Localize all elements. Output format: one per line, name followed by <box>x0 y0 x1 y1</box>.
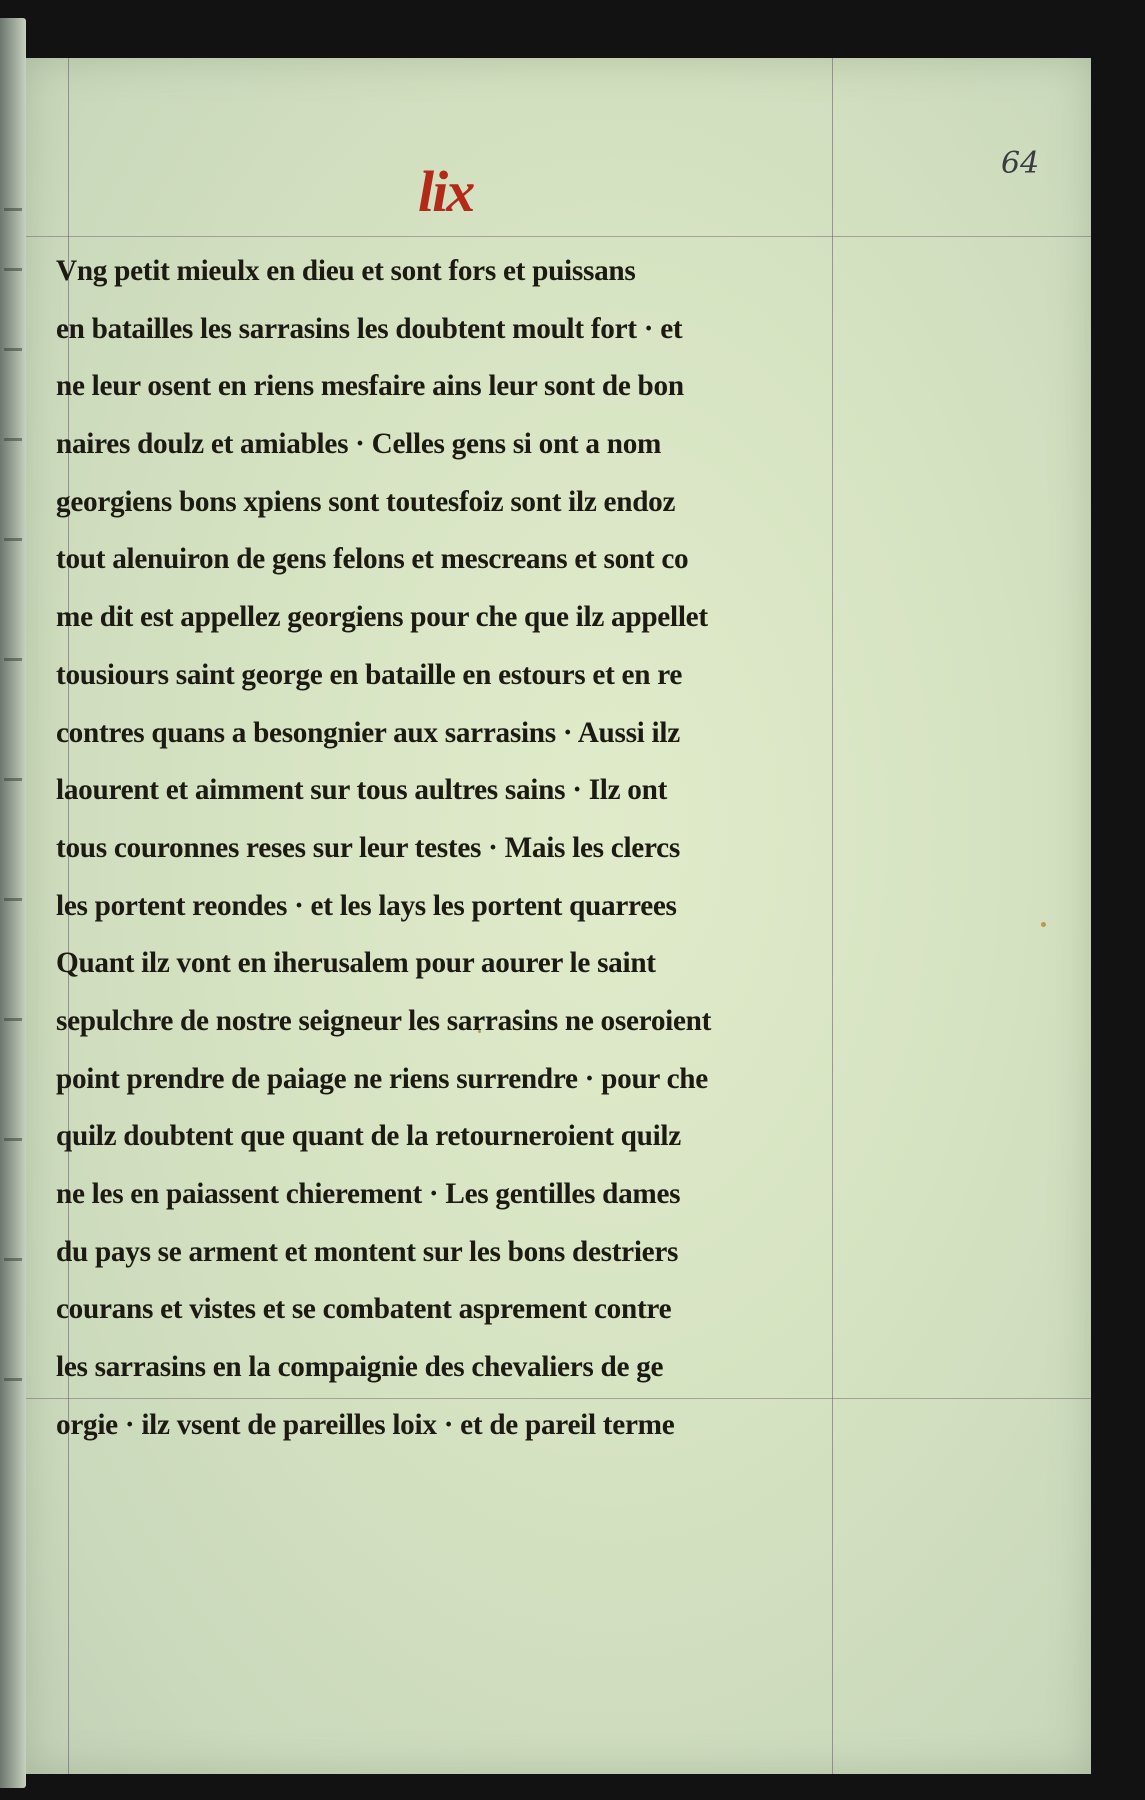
text-line: quilz doubtent que quant de la retourneroient quilz <box>56 1119 681 1153</box>
previous-page-edge <box>0 18 26 1788</box>
text-line: sepulchre de nostre seigneur les sarrasins ne oseroient <box>56 1003 712 1037</box>
text-line: laourent et aimment sur tous aultres sains · Ilz ont <box>56 773 668 807</box>
text-line: contres quans a besongnier aux sarrasins · Aussi ilz <box>56 715 680 749</box>
running-head: lix <box>418 159 474 224</box>
text-line: georgiens bons xpiens sont toutesfoiz sont ilz endoz <box>56 484 676 518</box>
top-text-rule <box>26 236 1091 237</box>
text-line: courans et vistes et se combatent asprement contre <box>56 1292 672 1326</box>
text-line: me dit est appellez georgiens pour che que ilz appellet <box>56 600 708 634</box>
text-line: en batailles les sarrasins les doubtent moult fort · et <box>56 311 683 345</box>
text-line: naires doulz et amiables · Celles gens si ont a nom <box>56 427 662 461</box>
manuscript-page <box>26 58 1091 1774</box>
text-line: tout alenuiron de gens felons et mescreans et sont co <box>56 542 689 576</box>
text-line: tous couronnes reses sur leur testes · Mais les clercs <box>56 830 680 864</box>
text-line: point prendre de paiage ne riens surrendre · pour che <box>56 1061 708 1095</box>
text-line: Vng petit mieulx en dieu et sont fors et puissans <box>56 254 636 287</box>
text-line: tousiours saint george en bataille en estours et en re <box>56 657 683 691</box>
text-line: les portent reondes · et les lays les portent quarrees <box>56 888 677 922</box>
folio-number: 64 <box>1001 146 1040 181</box>
text-line: du pays se arment et montent sur les bons destriers <box>56 1234 679 1268</box>
text-line: Quant ilz vont en iherusalem pour aourer le saint <box>56 946 656 980</box>
text-block <box>56 242 846 1453</box>
text-line: les sarrasins en la compaignie des chevaliers de ge <box>56 1350 664 1384</box>
text-line: orgie · ilz vsent de pareilles loix · et de pareil terme <box>56 1407 675 1441</box>
text-line: ne les en paiassent chierement · Les gentilles dames <box>56 1177 681 1210</box>
text-line: ne leur osent en riens mesfaire ains leur sont de bon <box>56 369 684 403</box>
